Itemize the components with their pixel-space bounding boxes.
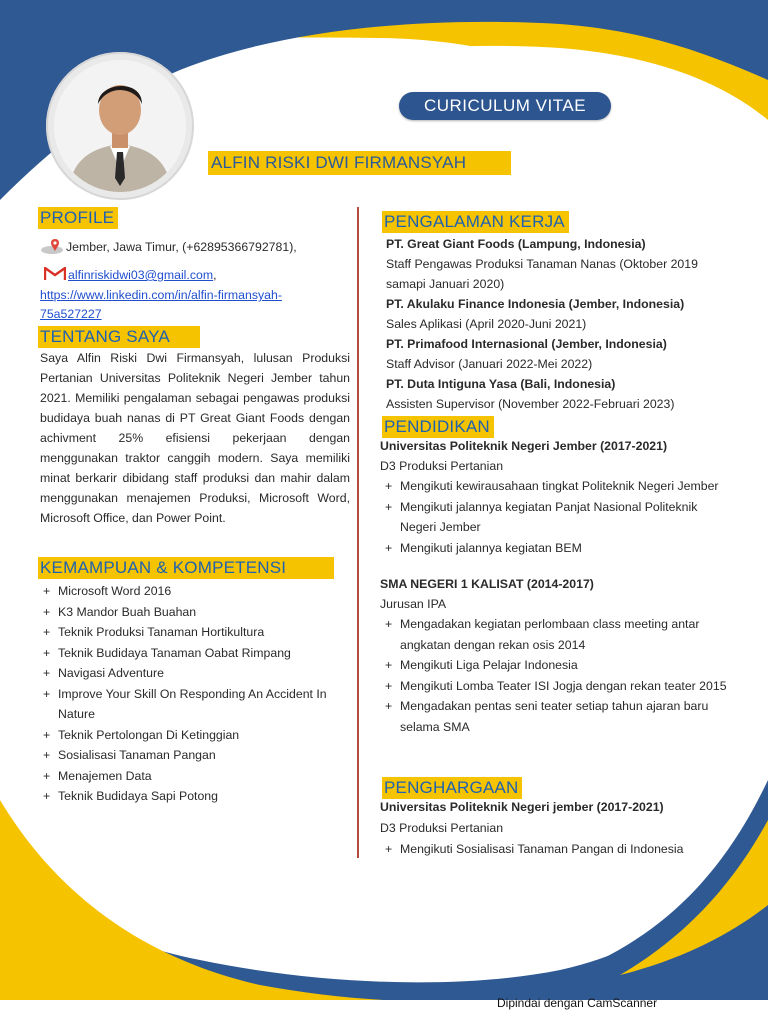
plus-bullet-icon: + — [385, 499, 393, 514]
gmail-icon — [44, 267, 66, 287]
profile-email-line — [44, 265, 364, 287]
school-activity — [382, 655, 736, 676]
awards-major: D3 Produksi Pertanian — [380, 821, 504, 835]
skills-heading: KEMAMPUAN & KOMPETENSI — [38, 557, 334, 579]
skill-item — [40, 786, 352, 807]
school-activity — [382, 676, 736, 697]
school-major: D3 Produksi Pertanian — [380, 459, 504, 473]
school-activity — [382, 538, 736, 559]
skill-item-text: K3 Mandor Buah Buahan — [58, 604, 197, 619]
awards-institution: Universitas Politeknik Negeri jember (2017-2021) — [380, 800, 664, 814]
award-item-text: Mengikuti Sosialisasi Tanaman Pangan di Indonesia — [400, 842, 684, 856]
school-activities — [382, 476, 736, 558]
school-activity-text: Mengikuti jalannya kegiatan BEM — [400, 540, 582, 555]
skill-item-text: Teknik Budidaya Sapi Potong — [58, 789, 218, 803]
job-role: Assisten Supervisor (November 2022-Februari 2023) — [386, 397, 675, 411]
plus-bullet-icon: + — [385, 842, 393, 856]
plus-bullet-icon: + — [43, 645, 51, 660]
plus-bullet-icon: + — [43, 625, 51, 639]
plus-bullet-icon: + — [385, 617, 393, 631]
school-activity-text: Mengadakan pentas seni teater setiap tahun ajaran baru selama SMA — [400, 699, 709, 734]
plus-bullet-icon: + — [385, 658, 393, 672]
school-entry — [380, 574, 736, 737]
email-link[interactable]: alfinriskidwi03@gmail.com — [68, 268, 214, 282]
profile-address: Jember, Jawa Timur, (+62895366792781), — [66, 240, 297, 254]
skill-item-text: Teknik Pertolongan Di Ketinggian — [58, 727, 240, 742]
skill-item — [40, 725, 352, 746]
awards-heading: PENGHARGAAN — [382, 777, 522, 799]
plus-bullet-icon: + — [385, 678, 393, 693]
linkedin-link-block[interactable] — [40, 286, 360, 324]
job-role: Sales Aplikasi (April 2020-Juni 2021) — [386, 317, 587, 331]
school-name: SMA NEGERI 1 KALISAT (2014-2017) — [380, 577, 594, 591]
job-role: Staff Pengawas Produksi Tanaman Nanas (Oktober 2019 samapi Januari 2020) — [386, 257, 698, 291]
plus-bullet-icon: + — [43, 727, 51, 742]
skill-item-text: Improve Your Skill On Responding An Accident In Nature — [58, 686, 327, 721]
skill-item-text: Menajemen Data — [58, 768, 152, 783]
school-activity — [382, 614, 736, 655]
skill-item — [40, 663, 352, 684]
experience-heading: PENGALAMAN KERJA — [382, 211, 569, 233]
skill-item — [40, 766, 352, 787]
awards-list — [382, 839, 738, 860]
job-company: PT. Primafood Internasional (Jember, Indonesia) — [386, 337, 667, 351]
skill-item-text: Teknik Produksi Tanaman Hortikultura — [58, 625, 265, 639]
column-divider — [357, 207, 359, 858]
profile-heading: PROFILE — [38, 207, 118, 229]
plus-bullet-icon: + — [385, 479, 393, 493]
skill-item — [40, 622, 352, 643]
profile-photo — [46, 52, 194, 200]
plus-bullet-icon: + — [385, 699, 393, 713]
education-list — [380, 436, 736, 737]
skill-item — [40, 643, 352, 664]
skill-item — [40, 602, 352, 623]
about-paragraph: Saya Alfin Riski Dwi Firmansyah, lulusan Produksi Pertanian Universitas Politeknik Negeri Jember tahun 2021. Memiliki pengalaman sebagai pengawas produksi budidaya buah nanas di PT Great Giant Foods dengan achivment 25% efisiensi pekerjaan dengan menggunakan traktor canggih modern. Saya memiliki minat berkarir dibidang staff produksi dan mahir dalam menggunakan menajemen Produksi, Microsoft Word, Microsoft Office, dan Power Point. — [40, 351, 350, 525]
school-activity — [382, 696, 736, 737]
education-heading: PENDIDIKAN — [382, 416, 494, 438]
location-pin-icon — [40, 238, 64, 260]
about-heading: TENTANG SAYA — [38, 326, 200, 348]
school-activities — [382, 614, 736, 737]
school-major: Jurusan IPA — [380, 597, 447, 611]
linkedin-link-line1[interactable]: https://www.linkedin.com/in/alfin-firmansyah- — [40, 288, 282, 302]
skill-item-text: Microsoft Word 2016 — [58, 584, 172, 598]
person-avatar-icon — [54, 60, 186, 192]
job-company: PT. Duta Intiguna Yasa (Bali, Indonesia) — [386, 377, 616, 391]
profile-address-line — [40, 237, 360, 260]
plus-bullet-icon: + — [43, 686, 51, 701]
skill-item — [40, 684, 352, 725]
skill-item-text: Navigasi Adventure — [58, 666, 164, 680]
plus-bullet-icon: + — [43, 768, 51, 783]
school-entry — [380, 436, 736, 558]
plus-bullet-icon: + — [43, 666, 51, 680]
job-company: PT. Great Giant Foods (Lampung, Indonesia) — [386, 237, 646, 251]
school-activity — [382, 497, 736, 538]
job-role: Staff Advisor (Januari 2022-Mei 2022) — [386, 357, 593, 371]
skill-item-text: Sosialisasi Tanaman Pangan — [58, 748, 216, 762]
school-activity-text: Mengikuti Liga Pelajar Indonesia — [400, 658, 578, 672]
plus-bullet-icon: + — [43, 584, 51, 598]
camscanner-watermark: Dipindai dengan CamScanner — [497, 996, 658, 1010]
school-name: Universitas Politeknik Negeri Jember (2017-2021) — [380, 439, 668, 453]
applicant-name: ALFIN RISKI DWI FIRMANSYAH — [208, 151, 511, 175]
skill-item — [40, 581, 352, 602]
linkedin-link-line2[interactable]: 75a527227 — [40, 307, 102, 321]
plus-bullet-icon: + — [385, 540, 393, 555]
school-activity-text: Mengikuti jalannya kegiatan Panjat Nasional Politeknik Negeri Jember — [400, 499, 698, 534]
skill-item-text: Teknik Budidaya Tanaman Oabat Rimpang — [58, 645, 291, 660]
award-item — [382, 839, 738, 860]
skill-item — [40, 745, 352, 766]
plus-bullet-icon: + — [43, 604, 51, 619]
school-activity-text: Mengikuti Lomba Teater ISI Jogja dengan rekan teater 2015 — [400, 678, 727, 693]
document-title: CURICULUM VITAE — [399, 92, 611, 120]
experience-list — [386, 234, 736, 414]
email-suffix: , — [213, 268, 217, 282]
school-activity — [382, 476, 736, 497]
skills-list — [40, 581, 352, 807]
plus-bullet-icon: + — [43, 748, 51, 762]
school-activity-text: Mengadakan kegiatan perlombaan class meeting antar angkatan dengan rekan osis 2014 — [400, 617, 700, 652]
school-activity-text: Mengikuti kewirausahaan tingkat Politeknik Negeri Jember — [400, 479, 719, 493]
plus-bullet-icon: + — [43, 789, 51, 803]
job-company: PT. Akulaku Finance Indonesia (Jember, Indonesia) — [386, 297, 685, 311]
